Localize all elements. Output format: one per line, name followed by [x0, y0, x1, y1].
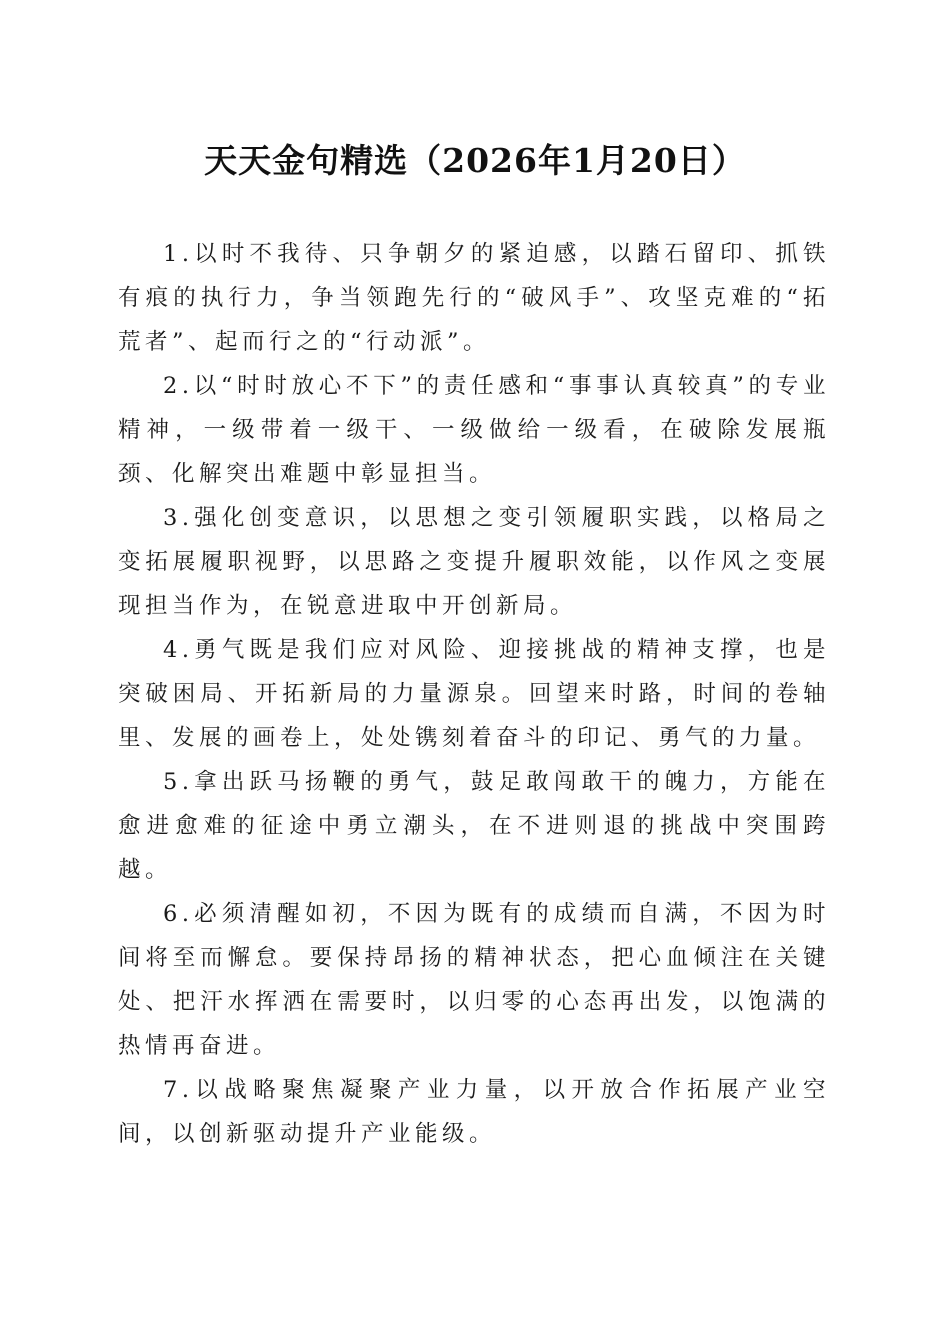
- document-title: 天天金句精选（2026年1月20日）: [204, 141, 746, 180]
- document-body: [118, 232, 830, 1156]
- quote-paragraph-1: 1.以时不我待、只争朝夕的紧迫感，以踏石留印、抓铁有痕的执行力，争当领跑先行的“破风手”、攻坚克难的“拓荒者”、起而行之的“行动派”。: [118, 241, 830, 355]
- quote-paragraph-5: 5.拿出跃马扬鞭的勇气，鼓足敢闯敢干的魄力，方能在愈进愈难的征途中勇立潮头，在不进则退的挑战中突围跨越。: [118, 769, 830, 883]
- quote-paragraph-6: 6.必须清醒如初，不因为既有的成绩而自满，不因为时间将至而懈怠。要保持昂扬的精神状态，把心血倾注在关键处、把汗水挥洒在需要时，以归零的心态再出发，以饱满的热情再奋进。: [118, 901, 830, 1059]
- quote-paragraph-3: 3.强化创变意识，以思想之变引领履职实践，以格局之变拓展履职视野，以思路之变提升履职效能，以作风之变展现担当作为，在锐意进取中开创新局。: [118, 505, 830, 619]
- quote-paragraph-4: 4.勇气既是我们应对风险、迎接挑战的精神支撑，也是突破困局、开拓新局的力量源泉。回望来时路，时间的卷轴里、发展的画卷上，处处镌刻着奋斗的印记、勇气的力量。: [118, 637, 830, 751]
- quote-paragraph-2: 2.以“时时放心不下”的责任感和“事事认真较真”的专业精神，一级带着一级干、一级做给一级看，在破除发展瓶颈、化解突出难题中彰显担当。: [118, 373, 830, 487]
- quote-paragraph-7: 7.以战略聚焦凝聚产业力量，以开放合作拓展产业空间，以创新驱动提升产业能级。: [118, 1077, 830, 1147]
